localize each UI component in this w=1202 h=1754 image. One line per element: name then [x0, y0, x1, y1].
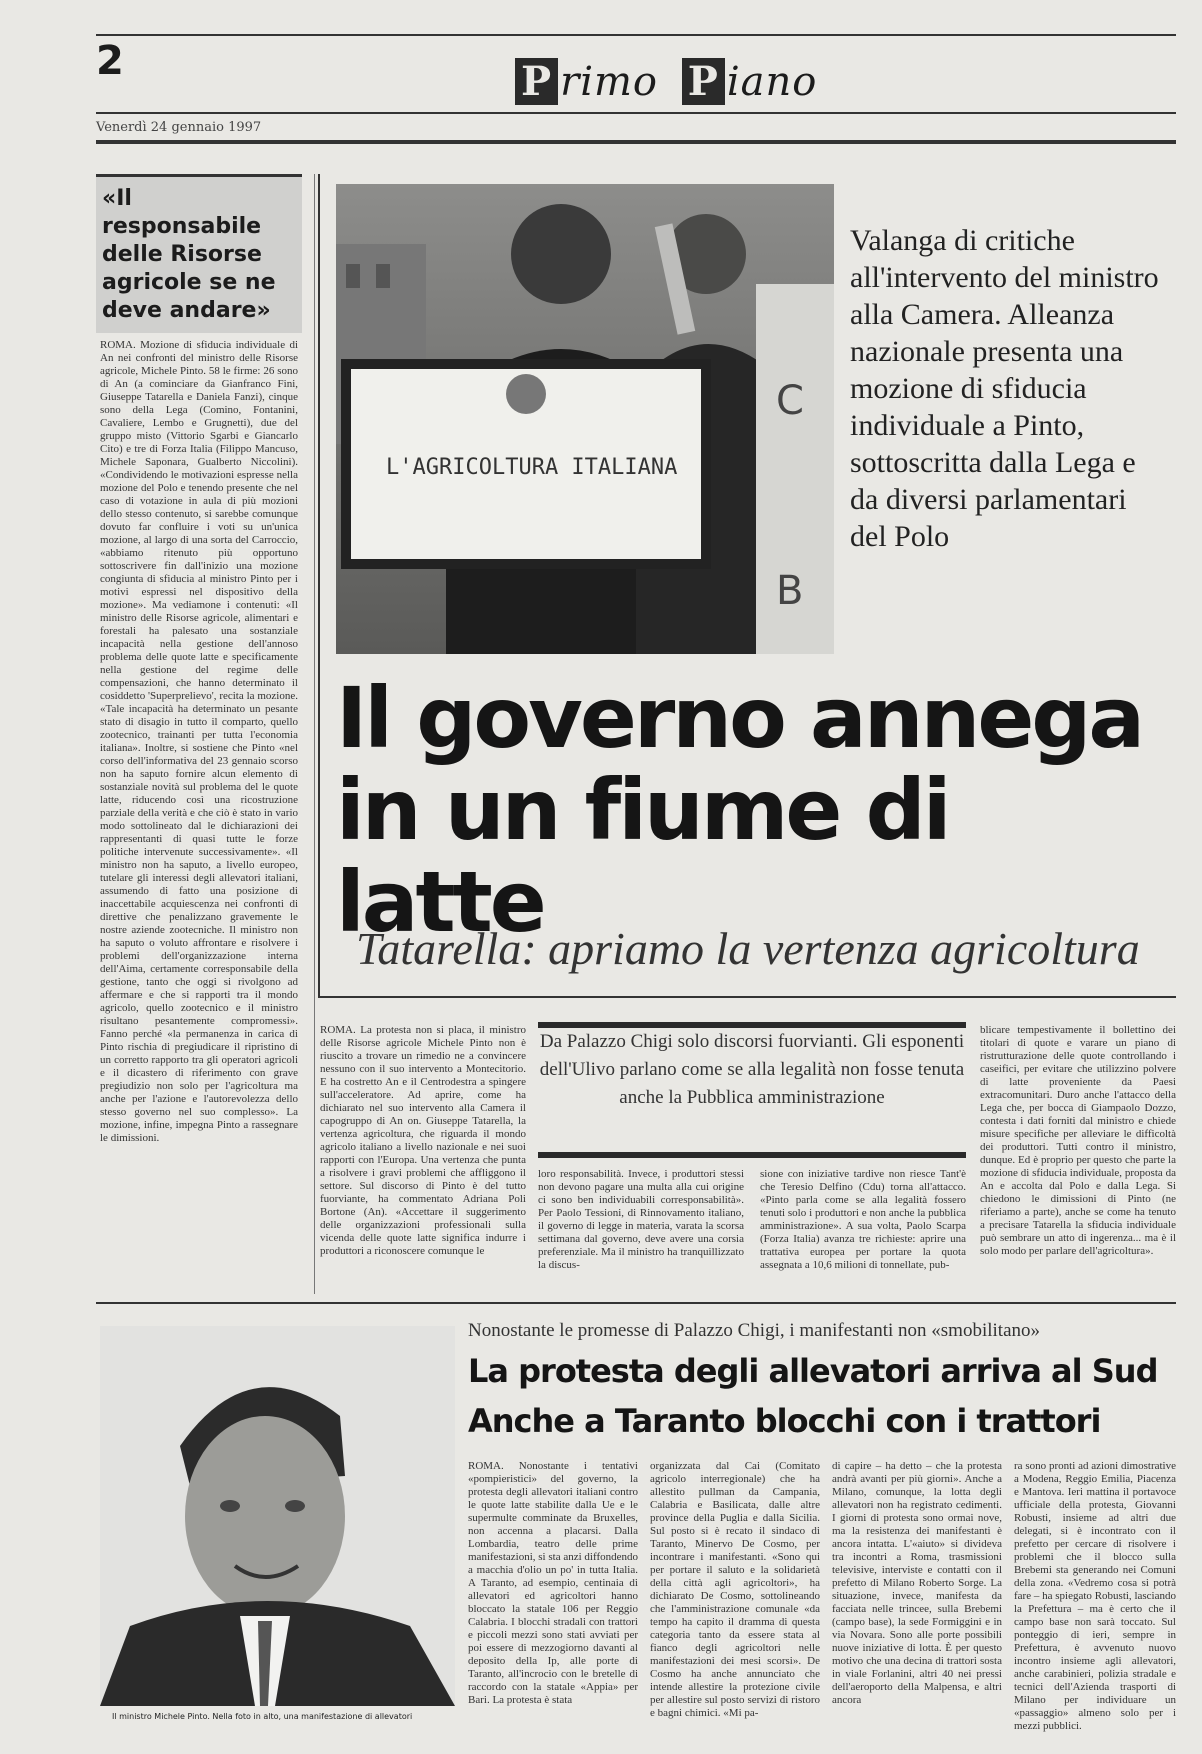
- article-column-1: ROMA. La protesta non si placa, il ministro delle Risorse agricole Michele Pinto non è riuscito a trovare un rimedio ne a convincere nessuno con il suo intervento a Montecitorio. E ha costretto An e il Centrodestra a spingere sull'acceleratore. Ad aprire, come ha dichiarato nel suo intervento alla Camera il capogruppo di An on. Giuseppe Tatarella, la vertenza agricoltura, che riguarda il mondo agricolo italiano a livello nazionale e nei suoi rapporti con l'Europa. Una vertenza che punta a risolvere i gravi problemi che affliggono il settore. Sul discorso di Pinto è del tutto fuorviante, ha commentato Adriana Poli Bortone (An). «Accettare il suggerimento delle organizzazioni professionali sulla vicenda delle quote latte significa indurre i produttori a riconoscere comunque le: [320, 1024, 526, 1257]
- sidebar-divider: [314, 174, 315, 1294]
- bottom-headline-line-1: La protesta degli allevatori arriva al Sud: [468, 1352, 1158, 1390]
- headline-line-2: in un fiume di latte: [336, 761, 949, 951]
- subheadline: Tatarella: apriamo la vertenza agricoltura: [356, 923, 1140, 974]
- masthead-rule-3: [96, 140, 1176, 144]
- sidebar-box: [96, 174, 302, 1294]
- section-word-1: rimo: [560, 59, 659, 105]
- protest-photo-graphic: [336, 184, 834, 654]
- bottom-column-1: ROMA. Nonostante i tentativi «pompieristici» del governo, la protesta degli allevatori italiani contro le quote latte stabilite dalla Ue e le supermulte comminate da Bruxelles, non accenna a placarsi. Dalla Lombardia, teatro delle prime manifestazioni, si sta anzi diffondendo a macchia d'olio un po' in tutta Italia. A Taranto, ad esempio, centinaia di allevatori ed agricoltori hanno bloccato la statale 106 per Reggio Calabria. I blocchi stradali con trattori e piccoli mezzi sono stati avviati per poi essere di mezzogiorno davanti al deposito della Ip, alle porte di Taranto, all'incrocio con le bretelle di raccordo con la statale «Appia» per Bari. La protesta è stata: [468, 1460, 638, 1706]
- section-title: [515, 58, 817, 105]
- sign-text: L'AGRICOLTURA ITALIANA: [386, 455, 678, 480]
- minister-photo-graphic: [100, 1326, 455, 1706]
- bottom-column-3: di capire – ha detto – che la protesta andrà avanti per più giorni». Anche a Milano, comunque, la lotta degli allevatori non ha registrato cedimenti. I giorni di protesta sono ormai nove, ma la resistenza dei manifestanti è ancora intatta. L'«aiuto» si divideva tra incontri a Roma, trasmissioni televisive, interviste e contatti con il prefetto di Milano Roberto Sorge. La situazione, invece, manifesta da facciata nelle trincee, sulla Brebemi (campo base), la sede Formiggini e in via Novara. Sono alle porte possibili nuove iniziative di lotta. È per questo motivo che una decina di trattori sosta in viale Forlanini, altri 40 nei pressi dell'aeroporto della Malpensa, e altri ancora: [832, 1460, 1002, 1706]
- bottom-kicker: Nonostante le promesse di Palazzo Chigi, i manifestanti non «smobilitano»: [468, 1320, 1041, 1341]
- minister-photo: [100, 1326, 455, 1706]
- masthead-rule-1: [96, 34, 1176, 36]
- article-column-4: blicare tempestivamente il bollettino dei titolari di quote e varare un piano di ristrutturazione delle quote controllando i caseifici, per evitare che utilizzino polvere di latte proveniente da Paesi extracomunitari. Duro anche l'attacco della Lega che, per bocca di Giampaolo Dozzo, contesta i dati forniti dal ministro e chiede misure specifiche per alleviare le difficoltà dei produttori. Tutti contro il ministro, dunque. Ed è proprio per questo che parte la mozione di sfiducia individuale, proposta da An e accolta dal Polo e dalla Lega. Si chiedono le dimissioni di Pinto (ne riferiamo a parte), anche se come ha tenuto a precisare Tatarella la sfiducia individuale può sembrare un atto di ingerenza... ma è il solo modo per parlare dell'agricoltura».: [980, 1024, 1176, 1257]
- section-initial-1: P: [515, 58, 558, 105]
- issue-date: Venerdì 24 gennaio 1997: [96, 120, 262, 135]
- bottom-headline: [468, 1346, 1188, 1446]
- pull-quote: Da Palazzo Chigi solo discorsi fuorvianti. Gli esponenti dell'Ulivo parlano come se alla legalità non fosse tenuta anche la Pubblica amministrazione: [539, 1031, 965, 1108]
- sidebar-body: ROMA. Mozione di sfiducia individuale di An nei confronti del ministro delle Risorse agricole, Michele Pinto. 58 le firme: 26 sono di An (a cominciare da Gianfranco Fini, Giuseppe Tatarella e Daniela Fanzi), cinque sono della Lega (Comino, Fontanini, Cavaliere, Lembo e Grugnetti), due del gruppo misto (Vittorio Sgarbi e Giancarlo Cito) e tre di Forza Italia (Filippo Mancuso, Michele Saponara, Gualberto Niccolini). «Condividendo le motivazioni espresse nella mozione del Polo e tenendo presente che nel caso di votazione in aula di più mozioni dello stesso contenuto, si sarebbe comunque dovuto far confluire i voti su un'unica mozione, al largo di una sorta del Carroccio, «abbiamo ritenuto più opportuno sottoscrivere fin dall'inizio una mozione congiunta di sfiducia al ministro Pinto per i motivi espressi nel dispositivo della mozione». Ma vediamone i contenuti: «Il ministro delle Risorse agricole, alimentari e forestali ha palesato una sostanziale incapacità nella gestione dell'annoso problema delle quote latte e specificamente nella gestione del regime delle compensazioni, che hanno determinato il cosiddetto 'Superprelievo', recita la mozione. «Tale incapacità ha determinato un pesante stato di disagio in tutto il comparto, quello zootecnico, trainanti per tutta l'economia italiana». Inoltre, si sostiene che Pinto «nel corso dell'informativa del 23 gennaio scorso non ha saputo fornire alcun elemento di sostanziale novità sul problema del le quote latte, riducendo così una ricostruzione parziale della verità e che ciò è stato in vario modo sottolineato dal le dichiarazioni dei rappresentanti di quasi tutte le forze politiche intervenute successivamente». «Il ministro non ha saputo, a livello europeo, tutelare gli interessi degli allevatori italiani, assumendo di fatto una posizione di inaccettabile acquiescenza nei confronti di direttive che penalizzano gravemente le nostre aziende zootecniche. Il ministro non ha saputo o voluto affrontare e risolvere i problemi dell'organizzazione interna dell'Aima, certamente corresponsabile della gestione, tanto che oggi si rivolgono ad affermare e che si rapporti tra il mondo agricolo, quello zootecnico e il ministro risultano pesantemente compromessi». Fanno perché «la permanenza in carica di Pinto rischia di pregiudicare il ripristino di un corretto rapporto tra gli operatori agricoli e il dicastero di riferimento con grave pregiudizio non solo per l'agricoltura ma anche per l'azione e l'autorevolezza dello stesso governo nel suo complesso». La mozione, infine, impegna Pinto a rassegnare le dimissioni.: [100, 339, 298, 1144]
- svg-text:C: C: [776, 378, 804, 424]
- headline-box-bottom: [318, 996, 1176, 998]
- article-column-2: loro responsabilità. Invece, i produttori stessi non devono pagare una multa alla cui origine ci sono ben individuabili corresponsabilità». Per Paolo Tessioni, di Rinnovamento italiano, il governo di legge in materia, varata la scorsa settimana dal governo, deve avere una corsia preferenziale. Ma il ministro ha tranquillizzato la discus-: [538, 1168, 744, 1271]
- quote-rule-bottom: [538, 1152, 966, 1158]
- bottom-column-4: ra sono pronti ad azioni dimostrative a Modena, Reggio Emilia, Piacenza e Mantova. Ieri mattina il portavoce ufficiale della protesta, Giovanni Robusti, insieme ad altri due delegati, si è incontrato con il prefetto per cercare di risolvere i problemi che il blocco sulla Brebemi sta generando nei Comuni della zona. «Vedremo cosa si potrà fare – ha spiegato Robusti, lasciando la Prefettura – ma è certo che il campo base non sarà toccato. Sul ponteggio di ieri, sempre in Prefettura, è avvenuto nuovo incontro insieme agli allevatori, anche carabinieri, polizia stradale e tecnici dell'Azienda trasporti di Milano per individuare un «passaggio» almeno solo per i mezzi pubblici.: [1014, 1460, 1176, 1732]
- bottom-headline-line-2: Anche a Taranto blocchi con i trattori: [468, 1402, 1101, 1440]
- sidebar-headline: «Il responsabile delle Risorse agricole se ne deve andare»: [96, 174, 302, 333]
- lede-text: Valanga di critiche all'intervento del ministro alla Camera. Alleanza nazionale presenta una mozione di sfiducia individuale a Pinto, sottoscritta dalla Lega e da diversi parlamentari del Polo: [850, 224, 1159, 553]
- bottom-column-2: organizzata dal Cai (Comitato agricolo interregionale) che ha allestito pullman da Campania, Calabria e Basilicata, dalle altre province della Puglia e dalla Sicilia. Sul posto si è recato il sindaco di Taranto, Minervo De Cosmo, per incontrare i manifestanti. «Sono qui per portare il saluto e la solidarietà della città agli agricoltori», ha dichiarato De Cosmo, sottolineando che l'amministrazione comunale «da tempo ha capito il dramma di questa categoria tanto da essere stata al fianco degli agricoltori nelle manifestazioni dei mesi scorsi». De Cosmo ha anche annunciato che intende allestire la protezione civile per allestire sul posto servizi di ristoro e bagni chimici. «Mi pa-: [650, 1460, 820, 1719]
- svg-text:B: B: [776, 568, 804, 614]
- article-column-3: sione con iniziative tardive non riesce Tant'è che Teresio Delfino (Cdu) torna all'attacco. «Pinto parla come se alla legalità fossero tenuti solo i produttori e non anche la pubblica amministrazione». A sua volta, Paolo Scarpa (Forza Italia) avanza tre richieste: aprire una trattativa europea per portare la quota assegnata a 10,6 milioni di tonnellate, pub-: [760, 1168, 966, 1271]
- page-number: 2: [96, 38, 124, 84]
- headline-box-left: [318, 174, 320, 996]
- photo-caption: Il ministro Michele Pinto. Nella foto in alto, una manifestazione di allevatori: [112, 1712, 413, 1721]
- protest-photo: [336, 184, 834, 654]
- section-divider: [96, 1302, 1176, 1304]
- headline-line-1: Il governo annega: [336, 669, 1143, 767]
- masthead-rule-2: [96, 112, 1176, 114]
- section-word-2: iano: [726, 59, 818, 105]
- section-initial-2: P: [682, 58, 725, 105]
